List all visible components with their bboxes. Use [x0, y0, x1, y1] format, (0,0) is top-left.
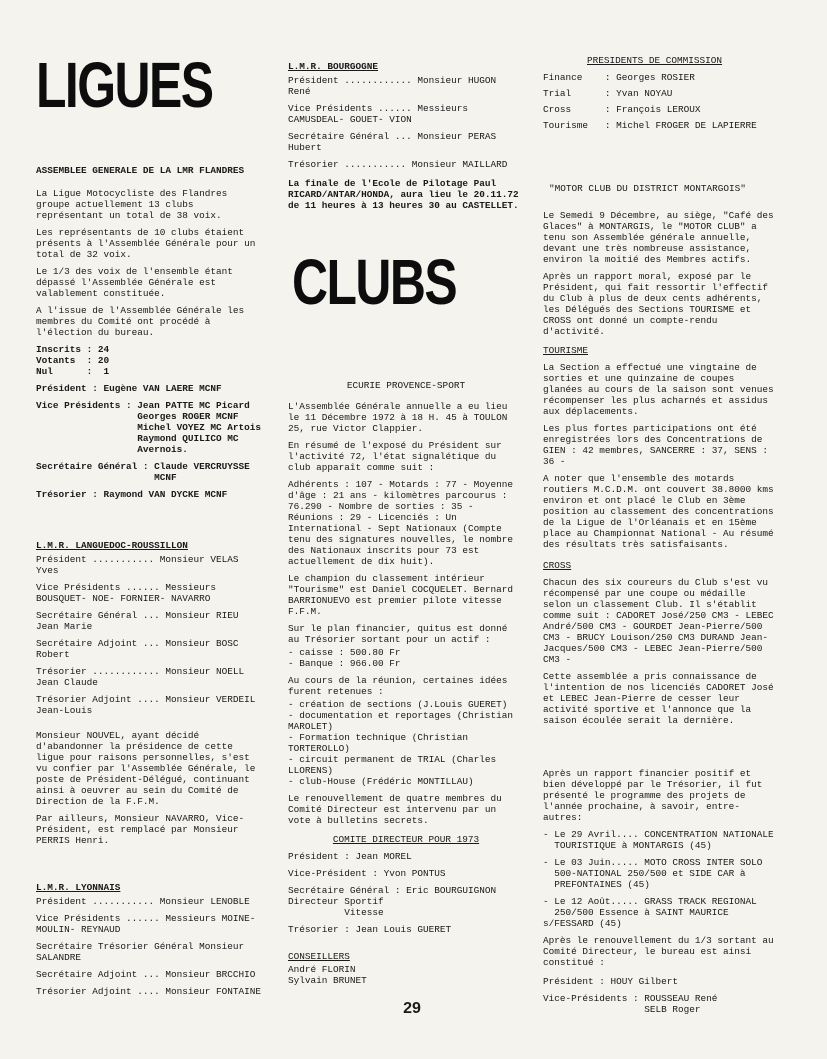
- page-number: 29: [403, 1000, 421, 1017]
- flandres-title: ASSEMBLEE GENERALE DE LA LMR FLANDRES: [36, 165, 245, 176]
- lyonnais-line: Secrétaire Trésorier Général Monsieur SALANDRE: [36, 941, 250, 963]
- flandres-p2: Les représentants de 10 clubs étaient présents à l'Assemblée Générale pour un total de 32 voix.: [36, 227, 262, 260]
- bureau-president: Président : HOUY Gilbert: [543, 976, 679, 987]
- lyonnais-title: L.M.R. LYONNAIS: [36, 882, 121, 893]
- tourisme-p1: La Section a effectué une vingtaine de sorties et une quinzaine de coupes glanées au cours de la saison sont venues récompenser les plus acharnés et assidus aux déplacements.: [543, 362, 780, 417]
- flandres-votes: Inscrits : 24 Votants : 20 Nul : 1: [36, 344, 110, 377]
- tourisme-p2: Les plus fortes participations ont été enregistrées lors des Concentrations de GIEN : 42 membres, SANCERRE : 37, SENS : 36 -: [543, 423, 774, 467]
- flandres-tresorier: Trésorier : Raymond VAN DYCKE MCNF: [36, 489, 228, 500]
- ligues-heading: LIGUES: [36, 49, 213, 121]
- flandres-vice-presidents: Vice Présidents : Jean PATTE MC Picard Georges ROGER MCNF Michel VOYEZ MC Artois Raymond QUILICO MC Avernois.: [36, 400, 262, 455]
- ecurie-p7: Le renouvellement de quatre membres du Comité Directeur est intervenu par un vote à bulletins secrets.: [288, 793, 508, 826]
- ecurie-p1: L'Assemblée Générale annuelle a eu lieu le 11 Décembre 1972 à 18 H. 45 à TOULON 25, rue Victor Clappier.: [288, 401, 514, 434]
- languedoc-line: Trésorier ............ Monsieur NOELL Jean Claude: [36, 666, 250, 688]
- bourgogne-line: Trésorier ........... Monsieur MAILLARD: [288, 159, 508, 170]
- comite-line: Secrétaire Général : Eric BOURGUIGNON Directeur Sportif Vitesse: [288, 885, 497, 918]
- montargis-title: "MOTOR CLUB DU DISTRICT MONTARGOIS": [549, 183, 746, 194]
- lyonnais-line: Président ........... Monsieur LENOBLE: [36, 896, 250, 907]
- flandres-p3: Le 1/3 des voix de l'ensemble étant dépassé l'Assemblée Générale est valablement constituée.: [36, 266, 239, 299]
- lyonnais-line: Vice Présidents ...... Messieurs MOINE-MOULIN- REYNAUD: [36, 913, 256, 935]
- financier-p2: Après le renouvellement du 1/3 sortant au Comité Directeur, le bureau est ainsi constitué :: [543, 935, 780, 968]
- presidents-title: PRESIDENTS DE COMMISSION: [587, 55, 723, 66]
- event-line: - Le 12 Août..... GRASS TRACK REGIONAL 250/500 Essence à SAINT MAURICE s/FESSARD (45): [543, 896, 757, 929]
- event-line: - Le 29 Avril.... CONCENTRATION NATIONALE TOURISTIQUE à MONTARGIS (45): [543, 829, 774, 851]
- comite-title: COMITE DIRECTEUR POUR 1973: [332, 834, 480, 845]
- bourgogne-line: Président ............ Monsieur HUGON René: [288, 75, 502, 97]
- bourgogne-line: Secrétaire Général ... Monsieur PERAS Hubert: [288, 131, 502, 153]
- ecurie-p2: En résumé de l'exposé du Président sur l'activité 72, l'état signalétique du club apparaît comme suit :: [288, 440, 508, 473]
- cross-title: CROSS: [543, 560, 572, 571]
- languedoc-p2: Par ailleurs, Monsieur NAVARRO, Vice-Président, est remplacé par Monsieur PERRIS Henri.: [36, 813, 245, 846]
- flandres-president: Président : Eugène VAN LAERE MCNF: [36, 383, 222, 394]
- bourgogne-finale: La finale de l'Ecole de Pilotage Paul RICARD/ANTAR/HONDA, aura lieu le 20.11.72 de 11 heures à 13 heures 30 au CASTELLET.: [288, 178, 525, 211]
- cross-p1: Chacun des six coureurs du Club s'est vu récompensé par une coupe ou médaille selon un classement Club. Il s'établit comme suit : CADORET José/250 CM3 - LEBEC André/500 CM3 - GOURDET Jean-Pierre/500 CM3 - BRUCY Louison/250 CM3 DURAND Jean-Jacques/500 CM3 - LEBEC Jean-Pierre/500 CM3 -: [543, 577, 780, 665]
- conseillers-title: CONSEILLERS: [288, 951, 350, 962]
- languedoc-line: Vice Présidents ...... Messieurs BOUSQUET- NOE- FORNIER- NAVARRO: [36, 582, 222, 604]
- presidents-rows: Finance : Georges ROSIER Trial : Yvan NOYAU Cross : François LEROUX Tourisme : Michel FROGER DE LAPIERRE: [543, 72, 757, 131]
- flandres-p1: La Ligue Motocycliste des Flandres groupe actuellement 13 clubs représentant un total de 38 voix.: [36, 188, 233, 221]
- languedoc-p1: Monsieur NOUVEL, ayant décidé d'abandonner la présidence de cette ligue pour raisons personnelles, s'est vu confier par l'Assemblée Générale, le poste de Président-Délégué, continuant ainsi à oeuvrer au sein du Comité de Direction de la F.F.M.: [36, 730, 262, 807]
- ecurie-title: ECURIE PROVENCE-SPORT: [346, 380, 466, 391]
- comite-line: Vice-Président : Yvon PONTUS: [288, 868, 446, 879]
- bureau-vice-presidents: Vice-Présidents : ROUSSEAU René SELB Roger: [543, 993, 718, 1015]
- languedoc-line: Secrétaire Général ... Monsieur RIEU Jean Marie: [36, 610, 245, 632]
- flandres-secretaire: Secrétaire Général : Claude VERCRUYSSE MCNF: [36, 461, 250, 483]
- languedoc-line: Trésorier Adjoint .... Monsieur VERDEIL Jean-Louis: [36, 694, 262, 716]
- montargis-p1: Le Semedi 9 Décembre, au siège, "Café des Glaces" à MONTARGIS, le "MOTOR CLUB" a tenu son Assemblée générale annuelle, devant une très nombreuse assistance, environ la moitié des Membres actifs.: [543, 210, 780, 265]
- bourgogne-title: L.M.R. BOURGOGNE: [288, 61, 379, 72]
- conseillers-list: André FLORIN Sylvain BRUNET: [288, 964, 367, 986]
- languedoc-line: Secrétaire Adjoint ... Monsieur BOSC Robert: [36, 638, 245, 660]
- tourisme-p3: A noter que l'ensemble des motards routiers M.C.D.M. ont couvert 38.8000 kms environ et ont placé le Club en 3ème position au classement des concentrations de la Ligue de l'Orléanais et en 15ème place au Championnat National - Au résumé des résultats très satisfaisants.: [543, 473, 780, 550]
- ecurie-p5: Sur le plan financier, quitus est donné au Trésorier sortant pour un actif :: [288, 623, 514, 645]
- comite-line: Trésorier : Jean Louis GUERET: [288, 924, 452, 935]
- tourisme-title: TOURISME: [543, 345, 589, 356]
- ecurie-p6: Au cours de la réunion, certaines idées furent retenues :: [288, 675, 514, 697]
- comite-line: Président : Jean MOREL: [288, 851, 412, 862]
- event-line: - Le 03 Juin..... MOTO CROSS INTER SOLO 500-NATIONAL 250/500 et SIDE CAR à PREFONTAINES (45): [543, 857, 763, 890]
- bourgogne-line: Vice Présidents ...... Messieurs CAMUSDEAL- GOUET- VION: [288, 103, 474, 125]
- cross-p2: Cette assemblée a pris connaissance de l'intention de nos licenciés CADORET José et LEBEC Jean-Pierre de cesser leur activité sportive et l'annonce que la saison écoulée serait la dernière.: [543, 671, 780, 726]
- clubs-heading: CLUBS: [292, 246, 457, 318]
- languedoc-title: L.M.R. LANGUEDOC-ROUSSILLON: [36, 540, 188, 551]
- ecurie-p3: Adhérents : 107 - Motards : 77 - Moyenne d'âge : 21 ans - kilomètres parcourus : 76.290 - Nombre de sorties : 35 - Réunions : 29 - Licenciés : Un International - Sept Nationaux (Compte tenu des signatures nouvelles, le nombre des Nationaux inscrits pour 73 est actuellement de dix huit).: [288, 479, 519, 567]
- ecurie-p4: Le champion du classement intérieur "Tourisme" est Daniel COCQUELET. Bernard BARRIONUEVO est premier pilote vitesse F.F.M.: [288, 573, 519, 617]
- financier-p1: Après un rapport financier positif et bien développé par le Trésorier, il fut présenté le programme des projets de l'année prochaine, à savoir, entre-autres:: [543, 768, 769, 823]
- lyonnais-line: Secrétaire Adjoint ... Monsieur BRCCHIO: [36, 969, 256, 980]
- ecurie-caisse: - caisse : 500.80 Fr - Banque : 966.00 Fr: [288, 647, 401, 669]
- ecurie-ideas: - création de sections (J.Louis GUERET) - documentation et reportages (Christian MAROLET) - Formation technique (Christian TORTEROLLO) - circuit permanent de TRIAL (Charles LLORENS) - club-House (Frédéric MONTILLAU): [288, 699, 514, 787]
- flandres-p4: A l'issue de l'Assemblée Générale les membres du Comité ont procédé à l'élection du bureau.: [36, 305, 250, 338]
- montargis-p2: Après un rapport moral, exposé par le Président, qui fait ressortir l'effectif du Club à plus de deux cents adhérents, les Délégués des Sections TOURISME et CROSS ont donné un compte-rendu d'activité.: [543, 271, 774, 337]
- lyonnais-line: Trésorier Adjoint .... Monsieur FONTAINE: [36, 986, 262, 997]
- languedoc-line: Président ........... Monsieur VELAS Yves: [36, 554, 245, 576]
